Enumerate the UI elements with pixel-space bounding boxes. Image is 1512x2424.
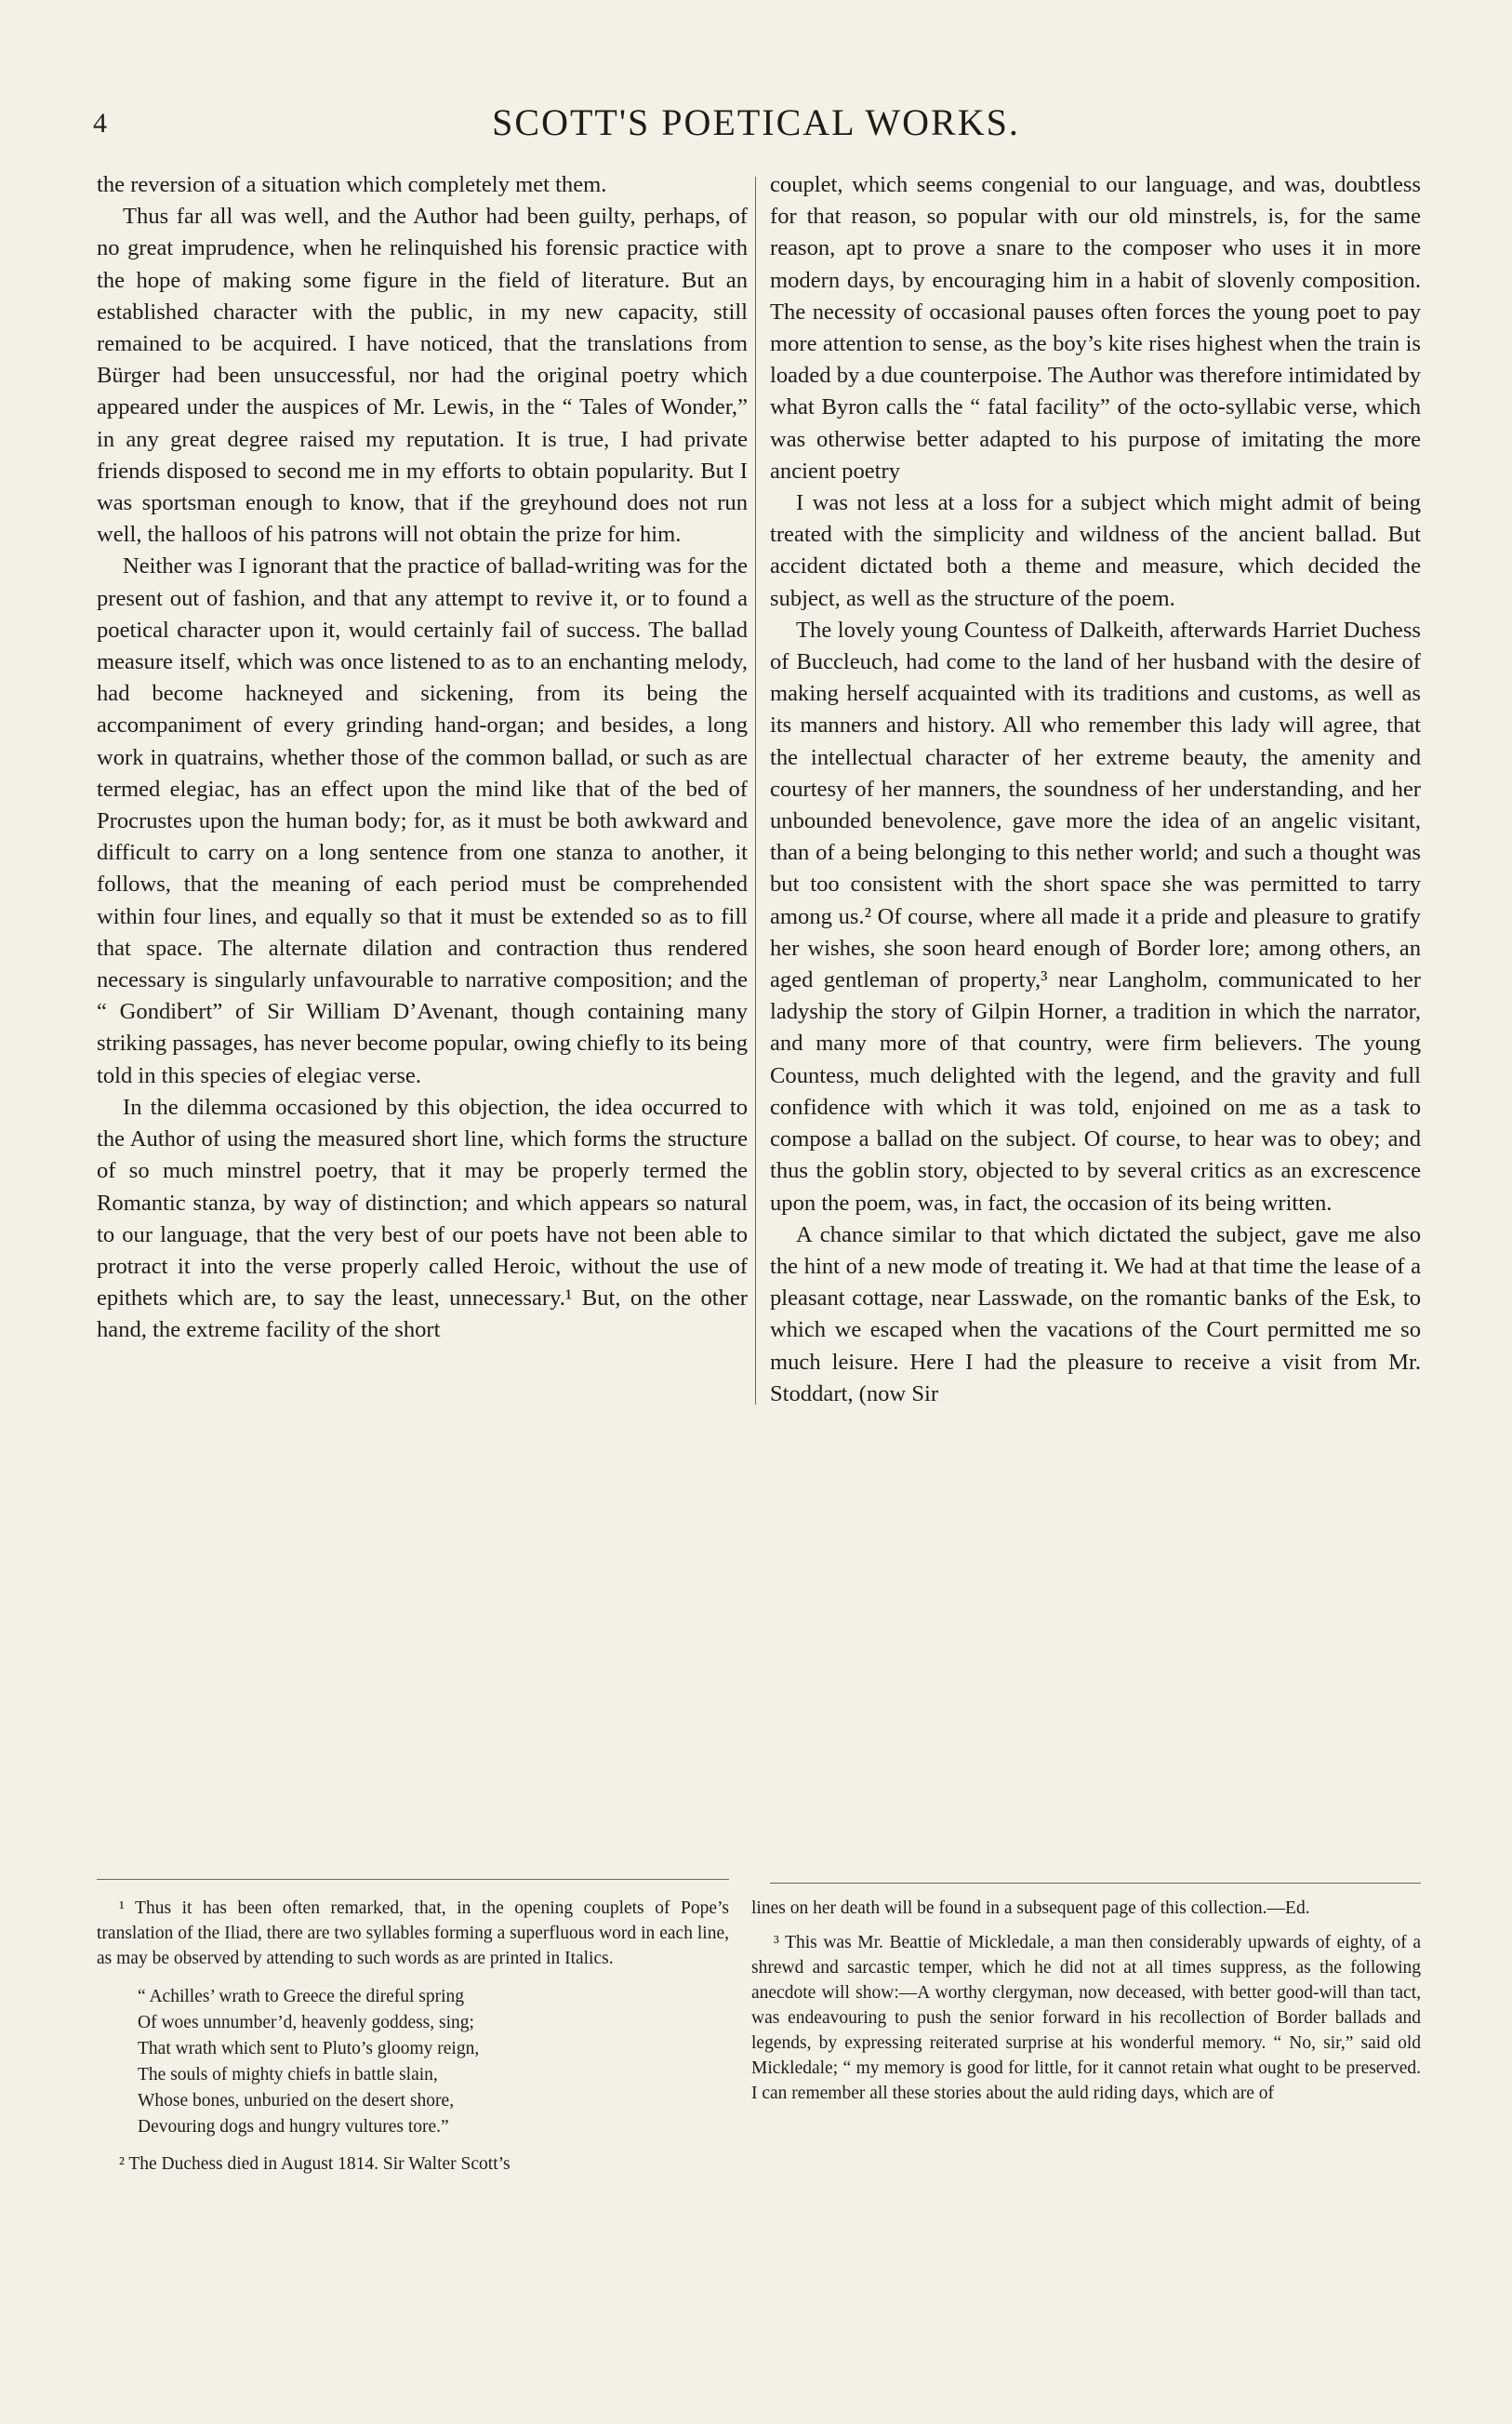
footnote-1: ¹ Thus it has been often remarked, that, in the opening couplets of Pope’s translation of the Iliad, there are two syllables forming a superfluous word in each line, as may be observed by attending to such words as are printed in Italics.	[97, 1898, 729, 1968]
verse-line: The souls of mighty chiefs in battle slain,	[138, 2065, 438, 2084]
footnotes-left	[97, 1896, 729, 2177]
paragraph: A chance similar to that which dictated the subject, gave me also the hint of a new mode of treating it. We had at that time the lease of a pleasant cottage, near Lasswade, on the romantic banks of the Esk, to which we escaped when the vacations of the Court permitted me so much leisure. Here I had the pleasure to receive a visit from Mr. Stoddart, (now Sir	[770, 1221, 1421, 1406]
verse-line: Devouring dogs and hungry vultures tore.”	[138, 2117, 449, 2137]
footnote-3: ³ This was Mr. Beattie of Mickledale, a man then considerably upwards of eighty, of a shrewd and sarcastic temper, which he did not at all times suppress, as the following anecdote will show:—A worthy clergyman, now deceased, with better good-will than tact, was endeavouring to push the senior forward in his recollection of Border ballads and legends, by expressing reiterated surprise at his wonderful memory. “ No, sir,” said old Mickledale; “ my memory is good for little, for it cannot retain what ought to be preserved. I can remember all these stories about the auld riding days, which are of	[751, 1933, 1421, 2103]
footnotes-right	[751, 1896, 1421, 2106]
paragraph: couplet, which seems congenial to our language, and was, doubtless for that reason, so popular with our old minstrels, is, for the same reason, apt to prove a snare to the composer who uses it in more modern days, by encouraging him in a habit of slovenly composition. The necessity of occasional pauses often forces the young poet to pay more attention to sense, as the boy’s kite rises highest when the train is loaded by a due counterpoise. The Author was therefore intimidated by what Byron calls the “ fatal facility” of the octo-syllabic verse, which was otherwise better adapted to his purpose of imitating the more ancient poetry	[770, 172, 1421, 484]
paragraph: I was not less at a loss for a subject which might admit of being treated with the simplicity and wildness of the ancient ballad. But accident dictated both a theme and measure, which decided the subject, as well as the structure of the poem.	[770, 490, 1421, 611]
right-column	[770, 169, 1421, 1410]
page-header	[0, 100, 1512, 156]
footnote-rule	[97, 1879, 729, 1880]
column-divider	[755, 177, 756, 1405]
footnote-rule	[770, 1883, 1421, 1884]
paragraph: the reversion of a situation which completely met them.	[97, 172, 607, 197]
verse-line: “ Achilles’ wrath to Greece the direful spring	[138, 1987, 465, 2006]
footnote-2: ² The Duchess died in August 1814. Sir Walter Scott’s	[119, 2154, 511, 2174]
footnote-2-continued: lines on her death will be found in a subsequent page of this collection.—Ed.	[751, 1898, 1310, 1918]
running-title: SCOTT'S POETICAL WORKS.	[492, 101, 1020, 143]
verse-quotation	[138, 1984, 729, 2140]
verse-line: Of woes unnumber’d, heavenly goddess, sing;	[138, 2013, 474, 2032]
page-number: 4	[93, 108, 107, 139]
paragraph: Thus far all was well, and the Author had been guilty, perhaps, of no great imprudence, when he relinquished his forensic practice with the hope of making some figure in the field of literature. But an established character with the public, in my new capacity, still remained to be acquired. I have noticed, that the translations from Bürger had been unsuccessful, nor had the original poetry which appeared under the auspices of Mr. Lewis, in the “ Tales of Wonder,” in any great degree raised my reputation. It is true, I had private friends disposed to second me in my efforts to obtain popularity. But I was sportsman enough to know, that if the greyhound does not run well, the halloos of his patrons will not obtain the prize for him.	[97, 204, 748, 548]
verse-line: That wrath which sent to Pluto’s gloomy reign,	[138, 2039, 480, 2058]
paragraph: Neither was I ignorant that the practice of ballad-writing was for the present out of fashion, and that any attempt to revive it, or to found a poetical character upon it, would certainly fail of success. The ballad measure itself, which was once listened to as to an enchanting melody, had become hackneyed and sickening, from its being the accompaniment of every grinding hand-organ; and besides, a long work in quatrains, whether those of the common ballad, or such as are termed elegiac, has an effect upon the mind like that of the bed of Procrustes upon the human body; for, as it must be both awkward and difficult to carry on a long sentence from one stanza to another, it follows, that the meaning of each period must be comprehended within four lines, and equally so that it must be extended so as to fill that space. The alternate dilation and contraction thus rendered necessary is singularly unfavourable to narrative composition; and the “ Gondibert” of Sir William D’Avenant, though containing many striking passages, has never become popular, owing chiefly to its being told in this species of elegiac verse.	[97, 553, 748, 1088]
paragraph: The lovely young Countess of Dalkeith, afterwards Harriet Duchess of Buccleuch, had come to the land of her husband with the desire of making herself acquainted with its traditions and customs, as well as its manners and history. All who remember this lady will agree, that the intellectual character of her extreme beauty, the amenity and courtesy of her manners, the soundness of her understanding, and her unbounded benevolence, gave more the idea of an angelic visitant, than of a being belonging to this nether world; and such a thought was but too consistent with the short space she was permitted to tarry among us.² Of course, where all made it a pride and pleasure to gratify her wishes, she soon heard enough of Border lore; among others, an aged gentleman of property,³ near Langholm, communicated to her ladyship the story of Gilpin Horner, a tradition in which the narrator, and many more of that country, were firm believers. The young Countess, much delighted with the legend, and the gravity and full confidence with which it was told, enjoined on me as a task to compose a ballad on the subject. Of course, to hear was to obey; and thus the goblin story, objected to by several critics as an excrescence upon the poem, was, in fact, the occasion of its being written.	[770, 617, 1421, 1216]
footnote-spacer	[751, 1921, 1421, 1930]
verse-line: Whose bones, unburied on the desert shore,	[138, 2091, 455, 2111]
left-column	[97, 169, 748, 1347]
paragraph: In the dilemma occasioned by this objection, the idea occurred to the Author of using the measured short line, which forms the structure of so much minstrel poetry, that it may be properly termed the Romantic stanza, by way of distinction; and which appears so natural to our language, that the very best of our poets have not been able to protract it into the verse properly called Heroic, without the use of epithets which are, to say the least, unnecessary.¹ But, on the other hand, the extreme facility of the short	[97, 1094, 748, 1343]
